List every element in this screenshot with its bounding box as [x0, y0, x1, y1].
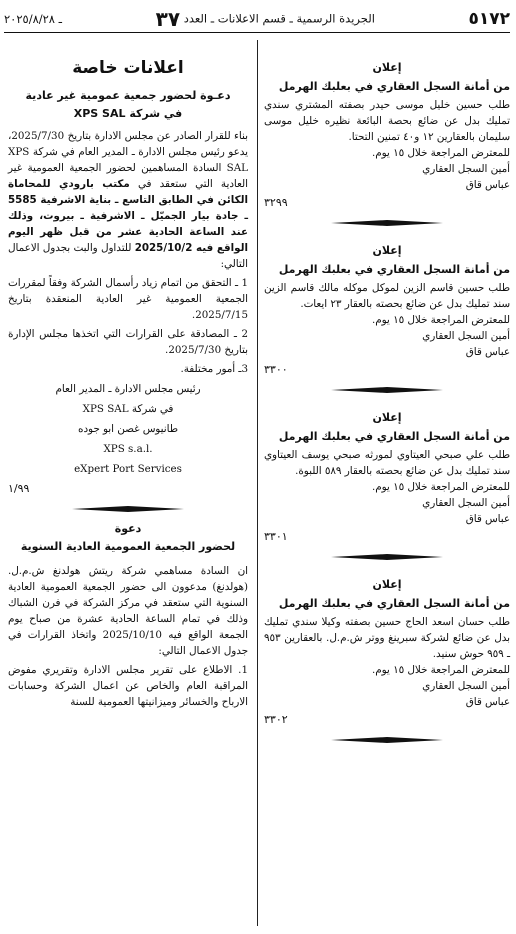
ornament-divider	[331, 551, 443, 563]
page-header	[4, 6, 510, 33]
announcement-title-company: في شركة XPS SAL	[73, 107, 183, 120]
column-divider	[257, 40, 258, 926]
announcement-paragraph	[8, 128, 248, 272]
announcement-title: دعـوة لحضور جمعية عمومية غير عادية	[25, 89, 231, 102]
company-tagline: eXpert Port Services	[74, 463, 182, 475]
notice-title: إعلان	[372, 411, 402, 424]
notice-body: طلب علي صبحي العيتاوي لمورثه صبحي يوسف العيتاوي سند تمليك بدل عن ضائع بحصته بالعقار ٥٨٩ اللبوة.	[264, 449, 510, 477]
notice-title: إعلان	[372, 61, 402, 74]
notice-ref: ٣٣٠١	[264, 530, 288, 543]
notice-ref: ٣٣٠٢	[264, 713, 288, 726]
notice-body: طلب حسين خليل موسى حيدر بصفته المشتري سندي تمليك بدل عن ضائع بحصة البائعة نظيره خليل موسى سليمان بالعقارين ١٢ و٤٠ تمنين التحتا.	[264, 99, 510, 143]
signature-line-4	[8, 441, 248, 457]
right-column	[264, 60, 510, 760]
section-title: اعلانات خاصة	[72, 58, 184, 78]
header-title-text: الجريدة الرسمية ـ قسم الاعلانات ـ العدد	[183, 11, 375, 26]
notice-subtitle: من أمانة السجل العقاري في بعلبك الهرمل	[278, 597, 510, 610]
announcement-title: دعوة	[114, 522, 142, 535]
signature-line-1: رئيس مجلس الادارة ـ المدير العام	[55, 383, 201, 395]
notice-objection: للمعترض المراجعة خلال ١٥ يوم.	[371, 481, 510, 493]
ornament-divider	[331, 384, 443, 396]
agenda-item-3: 3ـ أمور مختلفة.	[180, 363, 248, 375]
company-short-name: XPS s.a.l.	[103, 443, 153, 455]
agenda-item-1: 1. الاطلاع على تقرير مجلس الادارة وتقريري مفوض المراقبة العام والخاص عن اعمال الشركة وحسابات الارباح والخسائر وميزانيتها العمومية للسنة	[8, 664, 248, 708]
announcement-xps	[8, 88, 248, 515]
notice-objection: للمعترض المراجعة خلال ١٥ يوم.	[371, 314, 510, 326]
signature-line-2: في شركة XPS SAL	[82, 403, 174, 415]
notice-4	[264, 577, 510, 746]
notice-objection: للمعترض المراجعة خلال ١٥ يوم.	[371, 147, 510, 159]
notice-signer-title: أمين السجل العقاري	[422, 163, 510, 175]
agenda-item-1: 1 ـ التحقق من اتمام زياد رأسمال الشركة وفقاً لمقررات الجمعية العمومية غير العادية المنعقدة بتاريخ 2025/7/15.	[8, 277, 248, 321]
notice-body: طلب حسين قاسم الزين لموكل موكله مالك قاسم الزين سند تمليك بدل عن ضائع بحصته بالعقار ٢٣ ايعات.	[264, 282, 510, 310]
ornament-divider	[72, 503, 184, 515]
notice-signer-title: أمين السجل العقاري	[422, 330, 510, 342]
notice-signer-title: أمين السجل العقاري	[422, 680, 510, 692]
notice-title: إعلان	[372, 578, 402, 591]
ornament-divider	[331, 217, 443, 229]
announcement-subtitle: لحضور الجمعية العمومية العادية السنوية	[20, 540, 236, 553]
notice-title: إعلان	[372, 244, 402, 257]
notice-3	[264, 410, 510, 563]
notice-ref: ٣٣٠٠	[264, 363, 288, 376]
announcement-paragraph: ان السادة مساهمي شركة ريتش هولدنغ ش.م.ل. (هولدنغ) مدعوون الى حضور الجمعية العمومية العادية السنوية التي ستعقد في مركز الشركة في فرن الشباك وذلك في تمام الساعة الحادية عشرة من صباح يوم الجمعة الواقع فيه 2025/10/10 واتخاذ القرارات في جدول الاعمال التالي:	[8, 565, 248, 657]
header-date: ـ ٢٠٢٥/٨/٢٨	[4, 12, 63, 26]
ornament-divider	[331, 734, 443, 746]
notice-objection: للمعترض المراجعة خلال ١٥ يوم.	[371, 664, 510, 676]
notice-signer-name: عباس قاق	[465, 179, 510, 191]
notice-signer-name: عباس قاق	[465, 513, 510, 525]
left-column	[8, 60, 248, 713]
notice-1	[264, 60, 510, 229]
notice-body: طلب حسان اسعد الحاج حسين بصفته وكيلا سندي تمليك بدل عن ضائع لشركة سبرينغ ووتر ش.م.ل. بالعقارين ٩٥٣ ـ ٩٥٩ حوش سنيد.	[264, 616, 510, 660]
agenda-item-2: 2 ـ المصادقة على القرارات التي اتخذها مجلس الإدارة بتاريخ 2025/7/30.	[8, 328, 248, 356]
signature-line-5	[8, 461, 248, 477]
notice-signer-name: عباس قاق	[465, 696, 510, 708]
notice-subtitle: من أمانة السجل العقاري في بعلبك الهرمل	[278, 263, 510, 276]
signature-line-3: طانيوس غصن ابو جوده	[78, 423, 178, 435]
notice-ref: ٣٢٩٩	[264, 196, 288, 209]
notice-signer-title: أمين السجل العقاري	[422, 497, 510, 509]
header-title	[156, 7, 375, 31]
notice-2	[264, 243, 510, 396]
announcement-ref: ١/٩٩	[8, 482, 30, 495]
paragraph-venue: مكتب بارودي للمحاماة الكائن في الطابق التاسع ـ بناية الاشرفية 5585 ـ جادة بيار الجميّل ـ الاشرفية ـ بيروت، وذلك عند الساعة الحادية عشر من قبل ظهر اليوم الواقع فيه 2025/10/2	[8, 178, 248, 254]
issue-number: ٣٧	[155, 7, 181, 31]
announcement-rich-holding	[8, 521, 248, 710]
paragraph-tail: للتداول والبت بجدول الاعمال التالي:	[8, 242, 248, 270]
notice-subtitle: من أمانة السجل العقاري في بعلبك الهرمل	[278, 430, 510, 443]
notice-signer-name: عباس قاق	[465, 346, 510, 358]
page-number: ٥١٧٢	[468, 9, 510, 29]
notice-subtitle: من أمانة السجل العقاري في بعلبك الهرمل	[278, 80, 510, 93]
paragraph-intro: بناء للقرار الصادر عن مجلس الادارة بتاريخ 2025/7/30، يدعو رئيس مجلس الادارة ـ المدير العام في شركة XPS SAL السادة المساهمين لحضور الجمعية العمومية غير العادية التي ستعقد في	[8, 130, 249, 190]
